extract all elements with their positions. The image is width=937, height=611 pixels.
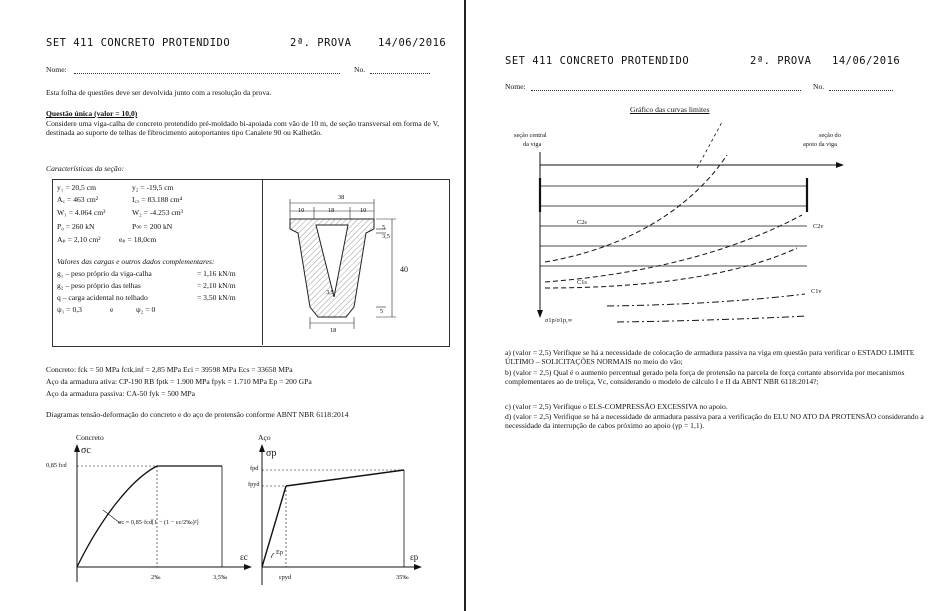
right-page: [467, 0, 937, 611]
dim-3-5-top: 3,5: [382, 233, 390, 240]
limit-curves-chart: [467, 0, 937, 611]
dim-40: 40: [400, 265, 408, 274]
prop-inertia: I꜀ₓ = 83.188 cm⁴: [132, 195, 183, 204]
dim-10a: 10: [298, 207, 305, 214]
psi-and: e: [110, 305, 114, 314]
load-g2-label: g₂ – peso próprio das telhas: [57, 281, 141, 290]
concrete-formula: σc = 0,85·fcd[1 − (1 − εc/2‰)²]: [118, 519, 199, 526]
psi2: ψ₂ = 0: [136, 305, 156, 314]
concrete-axis-x: εc: [240, 552, 248, 562]
curve-label-c2s: C2s: [577, 219, 587, 226]
dim-38: 38: [338, 194, 345, 201]
concrete-axis-y: σc: [81, 445, 91, 456]
concrete-tick-2: 2‰: [151, 574, 161, 581]
label-center-section-2: da viga: [523, 141, 542, 148]
prop-area: A꜀ = 463 cm²: [57, 195, 99, 204]
curve-label-c1v: C1v: [811, 288, 822, 295]
name-label-right: Nome:: [505, 82, 526, 91]
dim-5-bottom: 5: [380, 308, 384, 315]
question-c: c) (valor = 2,5) Verifique o ELS-COMPRESSÃO EXCESSIVA no apoio.: [505, 402, 728, 411]
concrete-tick-3-5: 3,5‰: [213, 574, 228, 581]
steel-tick-35: 35‰: [396, 574, 409, 581]
prop-p0: P₀ = 260 kN: [57, 222, 95, 231]
chart-title: Gráfico das curvas limites: [630, 105, 710, 114]
dim-18-top: 18: [328, 207, 335, 214]
exam-date-right: 14/06/2016: [832, 55, 901, 67]
label-support-section-2: apoio da viga: [803, 141, 837, 148]
load-q-label: q – carga acidental no telhado: [57, 293, 148, 302]
exam-date: 14/06/2016: [378, 37, 447, 49]
material-concrete: Concreto: fck = 50 MPa fctk,inf = 2,85 MPa Eci = 39598 MPa Ecs = 33658 MPa: [46, 365, 293, 374]
page-divider: [464, 0, 466, 611]
steel-stress-strain-diagram: [0, 0, 464, 611]
question-text: Considere uma viga-calha de concreto protendido pré-moldado bi-apoiada com vão de 10 m, de seção transversal em forma de V, destinada ao suporte de telhas de fibrocimento autoportantes tipo Canalete 90 ou Kalhetão.: [46, 119, 439, 138]
question-d: d) (valor = 2,5) Verifique se há a necessidade de armadura passiva para a verificação do ELU NO ATO DA PROTENSÃO considerando a necessidade da interrupção de cabos próximo ao apoio (γp = 1,1).: [505, 412, 924, 431]
loads-title: Valores das cargas e outros dados complementares:: [57, 257, 215, 266]
curve-label-c1s: C1s: [577, 279, 587, 286]
load-g1-label: g₁ – peso próprio da viga-calha: [57, 269, 152, 278]
prop-ap: Aₚ = 2,10 cm²: [57, 235, 101, 244]
section-title: Características da seção:: [46, 164, 125, 173]
question-a: a) (valor = 2,5) Verifique se há a necessidade de colocação de armadura passiva na viga em questão para verificar o ESTADO LIMITE ÚLTIMO – SOLICITAÇÕES NORMAIS no meio do vão;: [505, 348, 915, 367]
left-page: [0, 0, 464, 611]
steel-axis-y: σp: [266, 448, 277, 459]
instruction: Esta folha de questões deve ser devolvida junto com a resolução da prova.: [46, 88, 272, 97]
course-title: SET 411 CONCRETO PROTENDIDO: [46, 37, 231, 49]
question-title: Questão única (valor = 10,0): [46, 109, 138, 118]
dim-3-5-bottom: 3,5: [326, 289, 334, 296]
dim-5-top: 5: [382, 224, 386, 231]
load-q-value: = 3,50 kN/m: [197, 293, 236, 302]
steel-axis-x: εp: [410, 552, 419, 562]
load-g2-value: = 2,10 kN/m: [197, 281, 236, 290]
concrete-diagram-title: Concreto: [76, 433, 104, 442]
steel-fpd-label: fpd: [250, 465, 259, 472]
steel-diagram-title: Aço: [258, 433, 271, 442]
question-b: b) (valor = 2,5) Qual é o aumento percentual gerado pela força de protensão na parcela de força cortante absorvida por mecanismos complementares ao de treliça, Vc, considerando o modelo de cálculo I e II da ABNT NBR 6118:2014?;: [505, 368, 905, 387]
exam-label: 2ª. PROVA: [290, 37, 352, 49]
course-title-right: SET 411 CONCRETO PROTENDIDO: [505, 55, 690, 67]
number-label: No.: [354, 65, 366, 74]
prop-y1: y₁ = 20,5 cm: [57, 183, 96, 192]
label-support-section-1: seção do: [819, 132, 841, 139]
psi1: ψ₁ = 0,3: [57, 305, 82, 314]
load-g1-value: = 1,16 kN/m: [197, 269, 236, 278]
dim-10b: 10: [360, 207, 367, 214]
prop-w2: W₂ = -4.253 cm³: [132, 208, 183, 217]
prop-pinf: P∞ = 200 kN: [132, 222, 173, 231]
steel-ep-label: Ep: [276, 549, 283, 556]
material-active-steel: Aço da armadura ativa: CP-190 RB fptk = 1.900 MPa fpyk = 1.710 MPa Ep = 200 GPa: [46, 377, 312, 386]
label-center-section-1: seção central: [514, 132, 547, 139]
prop-ep: eₚ = 18,0cm: [119, 235, 157, 244]
concrete-level-label: 0,85 fcd: [46, 462, 67, 469]
prop-y2: y₂ = -19,5 cm: [132, 183, 174, 192]
prop-w1: W₁ = 4.064 cm³: [57, 208, 106, 217]
chart-axis-label: σ1p/σ1p,∞: [545, 317, 573, 324]
curve-label-c2v: C2v: [813, 223, 824, 230]
name-label: Nome:: [46, 65, 67, 74]
diagram-title: Diagramas tensão-deformação do concreto e do aço de protensão conforme ABNT NBR 6118:2014: [46, 410, 349, 419]
steel-eps-yd: εpyd: [279, 574, 292, 581]
steel-fpyd-label: fpyd: [248, 481, 260, 488]
dim-18-bottom: 18: [330, 327, 337, 334]
number-label-right: No.: [813, 82, 825, 91]
material-passive-steel: Aço da armadura passiva: CA-50 fyk = 500 MPa: [46, 389, 195, 398]
exam-label-right: 2ª. PROVA: [750, 55, 812, 67]
